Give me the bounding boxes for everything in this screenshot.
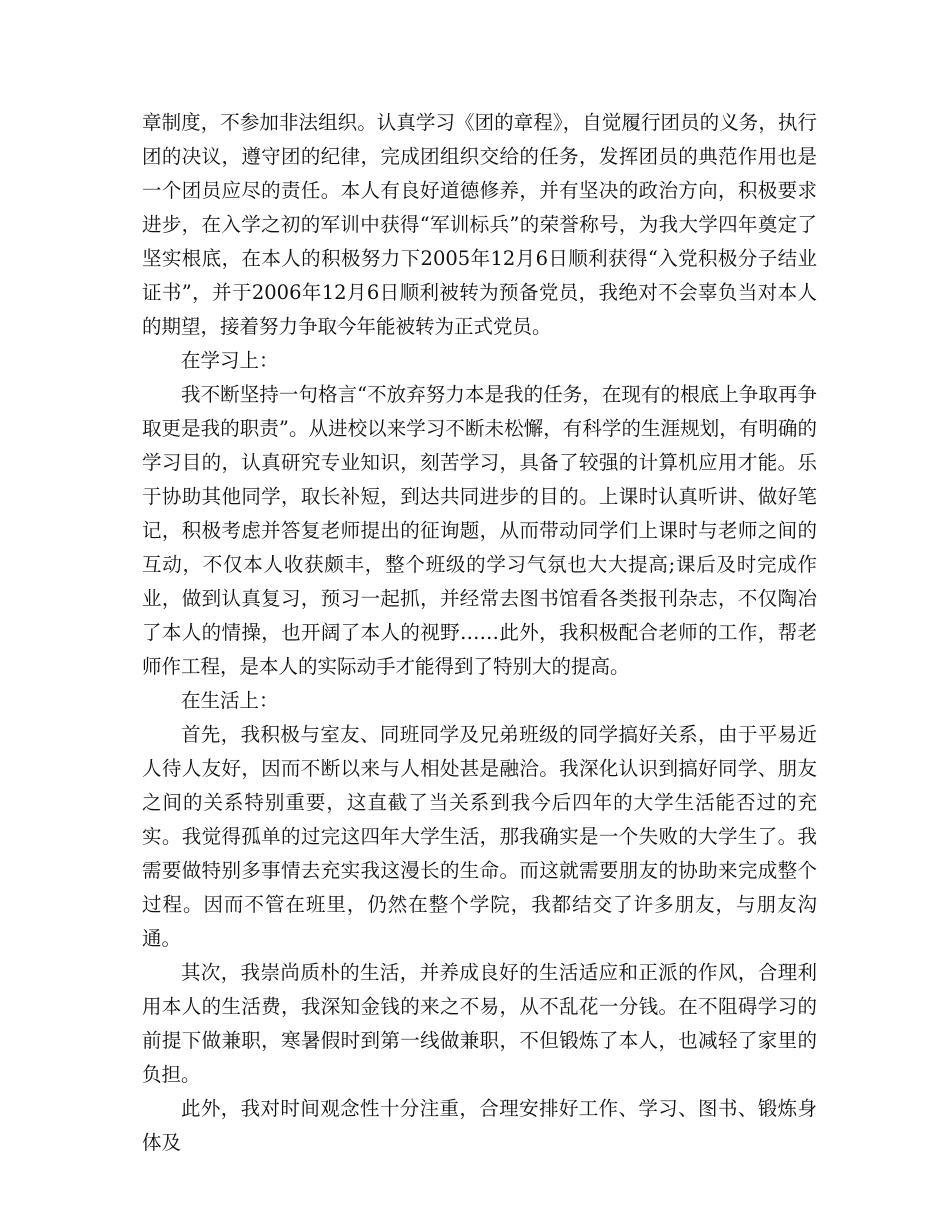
paragraph-life-second: 其次，我崇尚质朴的生活，并养成良好的生活适应和正派的作风，合理利用本人的生活费，我深知金钱的来之不易，从不乱花一分钱。在不阻碍学习的前提下做兼职，寒暑假时到第一线做兼职，不但锻炼了本人，也减轻了家里的负担。 (142, 961, 817, 1086)
paragraph-party-membership: 章制度，不参加非法组织。认真学习《团的章程》，自觉履行团员的义务，执行团的决议，遵守团的纪律，完成团组织交给的任务，发挥团员的典范作用也是一个团员应尽的责任。本人有良好道德修养，并有坚决的政治方向，积极要求进步，在入学之初的军训中获得“军训标兵”的荣誉称号，为我大学四年奠定了坚实根底，在本人的积极努力下2005年12月6日顺利获得“入党积极分子结业证书”，并于2006年12月6日顺利被转为预备党员，我绝对不会辜负当对本人的期望，接着努力争取今年能被转为正式党员。 (142, 111, 817, 338)
paragraph-study: 我不断坚持一句格言“不放弃努力本是我的任务，在现有的根底上争取再争取更是我的职责”。从进校以来学习不断未松懈，有科学的生涯规划，有明确的学习目的，认真研究专业知识，刻苦学习，具备了较强的计算机应用才能。乐于协助其他同学，取长补短，到达共同进步的目的。上课时认真听讲、做好笔记，积极考虑并答复老师提出的征询题，从而带动同学们上课时与老师之间的互动，不仅本人收获颇丰，整个班级的学习气氛也大大提高;课后及时完成作业，做到认真复习，预习一起抓，并经常去图书馆看各类报刊杂志，不仅陶冶了本人的情操，也开阔了本人的视野……此外，我积极配合老师的工作，帮老师作工程，是本人的实际动手才能得到了特别大的提高。 (142, 383, 817, 678)
heading-study: 在学习上： (181, 349, 279, 372)
document-body (142, 106, 817, 1160)
heading-life: 在生活上： (181, 689, 279, 712)
paragraph-life-third: 此外，我对时间观念性十分注重，合理安排好工作、学习、图书、锻炼身体及 (142, 1097, 817, 1154)
paragraph-life-first: 首先，我积极与室友、同班同学及兄弟班级的同学搞好关系，由于平易近人待人友好，因而不断以来与人相处甚是融洽。我深化认识到搞好同学、朋友之间的关系特别重要，这直截了当关系到我今后四年的大学生活能否过的充实。我觉得孤单的过完这四年大学生活，那我确实是一个失败的大学生了。我需要做特别多事情去充实我这漫长的生命。而这就需要朋友的协助来完成整个过程。因而不管在班里，仍然在整个学院，我都结交了许多朋友，与朋友沟通。 (142, 723, 817, 950)
